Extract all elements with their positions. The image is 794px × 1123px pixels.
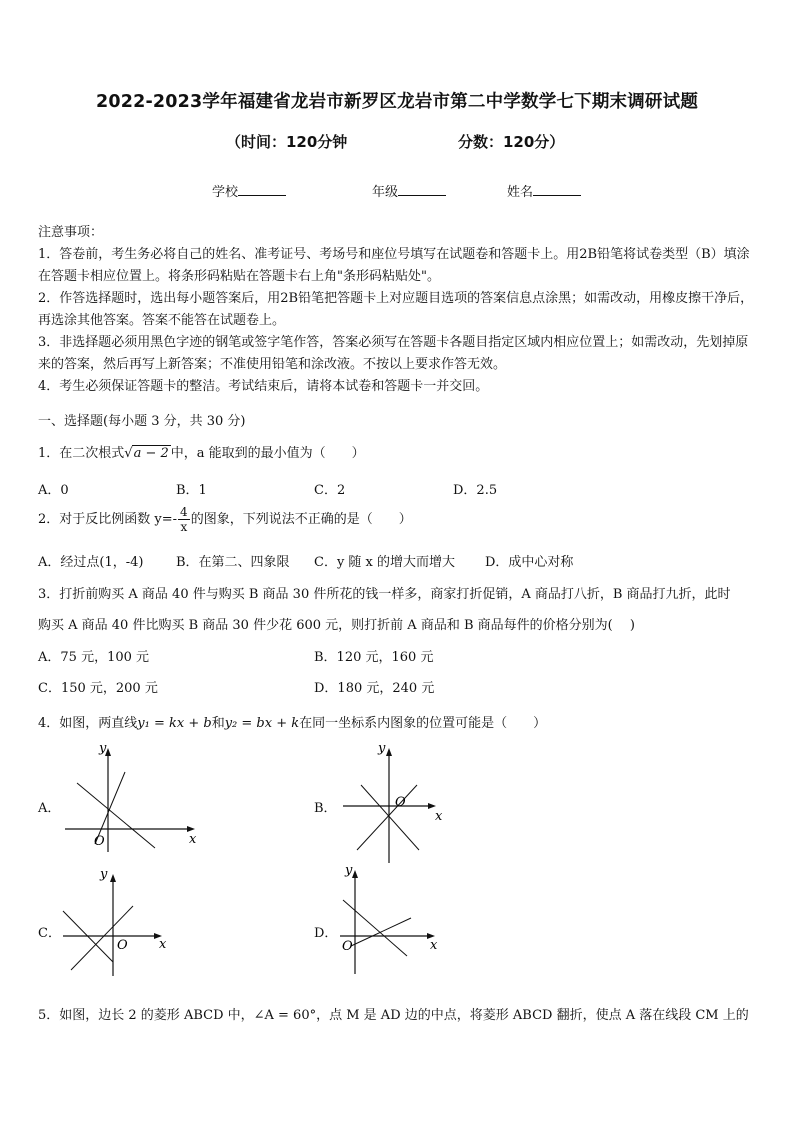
x-label: x (430, 938, 438, 953)
name-label: 姓名 (507, 185, 534, 200)
section-heading: 一、选择题(每小题 3 分，共 30 分) (38, 414, 246, 429)
q4-pre: 4．如图，两直线 (38, 716, 138, 731)
q4-eq1: y₁ = kx + b (137, 716, 212, 731)
origin-label: O (395, 795, 406, 810)
fraction-denominator: x (180, 520, 188, 534)
q4-label-a: A． (38, 801, 61, 816)
page-title: 2022-2023学年福建省龙岩市新罗区龙岩市第二中学数学七下期末调研试题 (95, 92, 699, 112)
q1-option-a: A．0 (38, 483, 69, 498)
notice-section (38, 222, 758, 398)
y-arrow-icon (110, 874, 116, 882)
q3-option-a: A．75 元，100 元 (38, 650, 150, 665)
school-label: 学校 (212, 185, 239, 200)
line-2 (351, 918, 411, 946)
score-label: 分数：120分） (458, 133, 565, 151)
notice-item: 4．考生必须保证答题卡的整洁。考试结束后，请将本试卷和答题卡一并交回。 (38, 379, 489, 394)
grade-blank (398, 183, 446, 196)
question-1 (38, 442, 365, 461)
question-5: 5．如图，边长 2 的菱形 ABCD 中，∠A = 60°，点 M 是 AD 边的中点，将菱形 ABCD 翻折，使点 A 落在线段 CM 上的 (38, 1008, 749, 1023)
q4-label-c: C． (38, 926, 61, 941)
notice-item: 3．非选择题必须用黑色字迹的钢笔或签字笔作答，答案必须写在答题卡各题目指定区域内相应位置上；如需改动，先划掉原来的答案，然后再写上新答案；不准使用铅笔和涂改液。不按以上要求作答无效。 (38, 335, 749, 372)
y-label: y (100, 867, 108, 882)
question-2 (38, 505, 412, 534)
time-label: （时间：120分钟 (226, 133, 348, 151)
q4-label-d: D． (314, 926, 338, 941)
y-label: y (378, 741, 386, 756)
q2-option-b: B．在第二、四象限 (176, 555, 290, 570)
q1-post: 中，a 能取到的最小值为（ ） (170, 446, 365, 461)
question-4 (38, 712, 546, 731)
q3-option-b: B．120 元，160 元 (314, 650, 434, 665)
q2-option-d: D．成中心对称 (485, 555, 574, 570)
x-label: x (435, 809, 443, 824)
q3-option-d: D．180 元，240 元 (314, 681, 435, 696)
question-3-line1: 3．打折前购买 A 商品 40 件与购买 B 商品 30 件所花的钱一样多，商家打折促销，A 商品打八折，B 商品打九折，此时 (38, 587, 731, 602)
fraction (178, 505, 190, 534)
origin-label: O (94, 834, 105, 849)
q3-option-c: C．150 元，200 元 (38, 681, 158, 696)
y-label: y (345, 863, 353, 878)
origin-label: O (117, 938, 128, 953)
q2-post: 的图象，下列说法不正确的是（ ） (190, 512, 412, 527)
graph-a (55, 740, 205, 855)
q2-pre: 2．对于反比例函数 y=- (38, 512, 178, 527)
question-3-line2: 购买 A 商品 40 件比购买 B 商品 30 件少花 600 元，则打折前 A 商品和 B 商品每件的价格分别为( ) (38, 618, 635, 633)
x-label: x (159, 937, 167, 952)
notice-heading: 注意事项： (38, 225, 104, 240)
q4-label-b: B． (314, 801, 337, 816)
fraction-numerator: 4 (180, 505, 188, 519)
y-arrow-icon (352, 870, 358, 878)
sqrt-sign: √ (124, 446, 133, 461)
q4-eq2: y₂ = bx + k (224, 716, 300, 731)
q2-option-c: C．y 随 x 的增大而增大 (314, 555, 456, 570)
notice-item: 2．作答选择题时，选出每小题答案后，用2B铅笔把答题卡上对应题目选项的答案信息点涂黑；如需改动，用橡皮擦干净后，再选涂其他答案。答案不能答在试题卷上。 (38, 291, 754, 328)
q1-radicand: a − 2 (133, 446, 169, 461)
q1-pre: 1．在二次根式 (38, 446, 125, 461)
q1-option-b: B．1 (176, 483, 207, 498)
q2-option-a: A．经过点(1，-4) (38, 555, 144, 570)
x-label: x (189, 832, 197, 847)
notice-item: 1．答卷前，考生务必将自己的姓名、准考证号、考场号和座位号填写在试题卷和答题卡上。用2B铅笔将试卷类型（B）填涂在答题卡相应位置上。将条形码粘贴在答题卡右上角"条形码粘贴处"。 (38, 247, 750, 284)
graph-b (335, 738, 455, 868)
grade-field (372, 181, 446, 200)
grade-label: 年级 (372, 185, 399, 200)
name-field (507, 181, 581, 200)
y-arrow-icon (386, 748, 392, 756)
school-blank (238, 183, 286, 196)
q4-post: 在同一坐标系内图象的位置可能是（ ） (299, 716, 547, 731)
graph-d (335, 862, 445, 982)
q4-mid: 和 (211, 716, 225, 731)
line-1 (361, 785, 419, 850)
q1-option-d: D．2.5 (453, 483, 498, 498)
school-field (212, 181, 286, 200)
origin-label: O (342, 939, 353, 954)
q1-option-c: C．2 (314, 483, 346, 498)
y-label: y (99, 741, 107, 756)
name-blank (533, 183, 581, 196)
graph-c (55, 864, 175, 979)
line-2 (357, 785, 417, 850)
